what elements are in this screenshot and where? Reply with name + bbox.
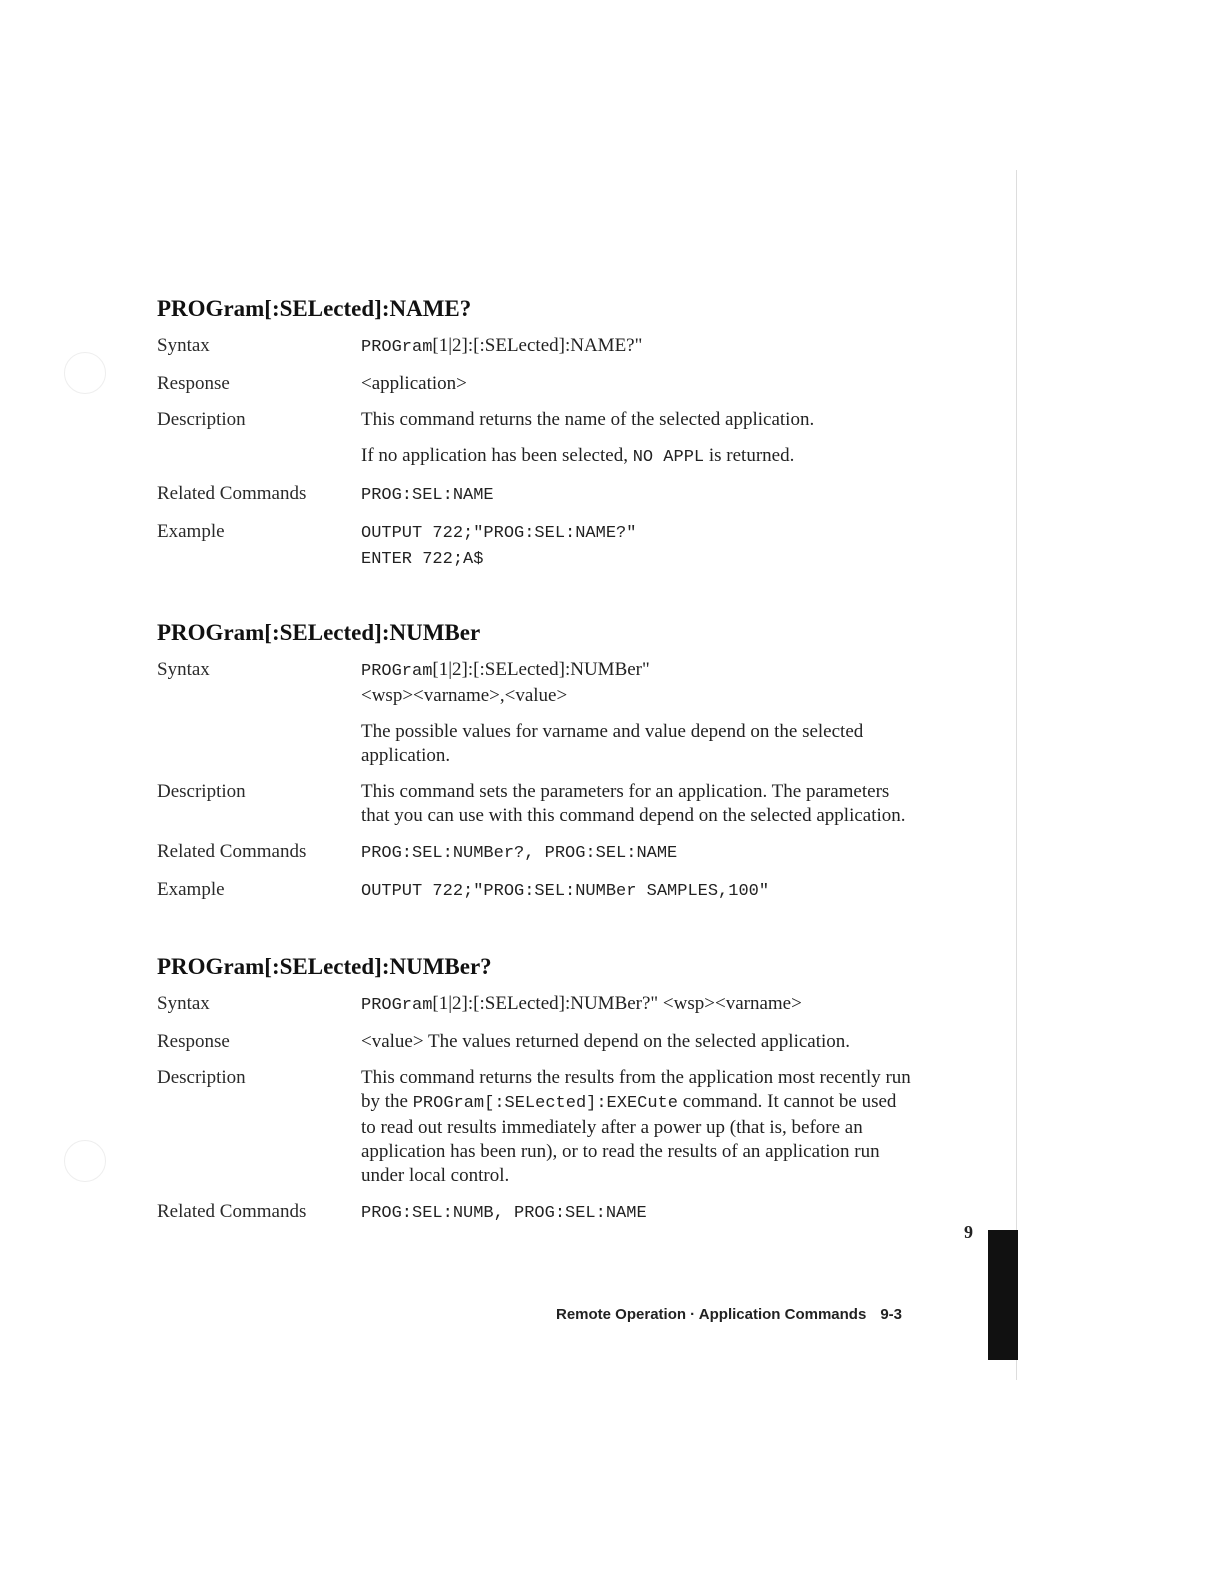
field-content	[361, 334, 911, 360]
punch-hole	[64, 352, 106, 394]
paragraph-text: This command returns the results from the application most recently run by the	[361, 1067, 911, 1112]
field-label: Description	[157, 1067, 246, 1088]
field-paragraph	[361, 1200, 911, 1226]
code-text: OUTPUT 722;"PROG:SEL:NAME?" ENTER 722;A$	[361, 524, 637, 569]
section-title: PROGram[:SELected]:NUMBer	[157, 620, 481, 645]
field-content	[361, 1200, 911, 1226]
paragraph-text: This command sets the parameters for an application. The parameters that you can use with this command depend on the selected application.	[361, 781, 906, 826]
paragraph-text: is returned.	[704, 445, 795, 466]
field-label: Description	[157, 781, 246, 802]
section-title: PROGram[:SELected]:NUMBer?	[157, 954, 492, 979]
field-label: Example	[157, 879, 225, 900]
field-content	[361, 408, 911, 470]
field-label: Example	[157, 521, 225, 542]
section-title: PROGram[:SELected]:NAME?	[157, 296, 472, 321]
field-paragraph	[361, 372, 911, 396]
field-label: Response	[157, 1031, 230, 1052]
field-row	[157, 1200, 917, 1226]
field-content	[361, 1066, 911, 1188]
page-footer	[556, 1306, 916, 1323]
field-paragraph	[361, 408, 911, 432]
syntax-keyword: PROGram	[361, 996, 433, 1015]
paragraph-text: The possible values for varname and value depend on the selected application.	[361, 721, 864, 766]
page-number: 9-3	[880, 1306, 902, 1323]
field-row	[157, 992, 917, 1018]
field-label: Syntax	[157, 335, 210, 356]
paragraph-text: [1|2]:[:SELected]:NUMBer?" <wsp><varname>	[432, 993, 802, 1014]
field-row	[157, 520, 917, 572]
footer-title: Remote Operation · Application Commands	[556, 1306, 867, 1323]
paragraph-text: If no application has been selected,	[361, 445, 633, 466]
syntax-keyword: PROGram	[361, 662, 433, 681]
field-row	[157, 878, 917, 904]
paragraph-text: command. It cannot be used to read out results immediately after a power up (that is, before an application has been run), or to read the results of an application run under local control.	[361, 1091, 897, 1186]
field-paragraph	[361, 334, 911, 360]
field-row	[157, 658, 917, 768]
field-content	[361, 482, 911, 508]
paragraph-text: [1|2]:[:SELected]:NAME?"	[432, 335, 643, 356]
field-paragraph	[361, 1030, 911, 1054]
field-content	[361, 780, 911, 828]
code-text: PROGram[:SELected]:EXECute	[412, 1094, 678, 1113]
field-row	[157, 1066, 917, 1188]
field-paragraph	[361, 720, 911, 768]
section-name-query	[157, 296, 917, 584]
field-row	[157, 408, 917, 470]
paragraph-text: <application>	[361, 373, 467, 394]
field-row	[157, 482, 917, 508]
field-paragraph	[361, 1066, 911, 1188]
paragraph-text: [1|2]:[:SELected]:NUMBer" <wsp><varname>,<value>	[361, 659, 650, 706]
code-text: OUTPUT 722;"PROG:SEL:NUMBer SAMPLES,100"	[361, 882, 770, 901]
field-row	[157, 840, 917, 866]
field-paragraph	[361, 520, 911, 572]
chapter-tab-number: 9	[964, 1222, 973, 1242]
field-label: Related Commands	[157, 1201, 307, 1222]
field-label: Response	[157, 373, 230, 394]
field-label: Related Commands	[157, 841, 307, 862]
field-label: Description	[157, 409, 246, 430]
field-row	[157, 780, 917, 828]
chapter-tab-bar	[988, 1230, 1018, 1360]
field-label: Syntax	[157, 993, 210, 1014]
field-paragraph	[361, 658, 911, 708]
field-paragraph	[361, 444, 911, 470]
field-content	[361, 520, 911, 572]
field-content	[361, 878, 911, 904]
field-row	[157, 334, 917, 360]
field-content	[361, 840, 911, 866]
page-edge-line	[1016, 170, 1017, 1380]
field-content	[361, 992, 911, 1018]
field-paragraph	[361, 878, 911, 904]
field-label: Syntax	[157, 659, 210, 680]
field-content	[361, 372, 911, 396]
paragraph-text: <value> The values returned depend on the selected application.	[361, 1031, 851, 1052]
field-paragraph	[361, 482, 911, 508]
syntax-keyword: PROGram	[361, 338, 433, 357]
field-row	[157, 1030, 917, 1054]
field-label: Related Commands	[157, 483, 307, 504]
section-number-command	[157, 620, 917, 916]
field-paragraph	[361, 840, 911, 866]
field-content	[361, 658, 911, 768]
field-paragraph	[361, 992, 911, 1018]
field-paragraph	[361, 780, 911, 828]
paragraph-text: This command returns the name of the selected application.	[361, 409, 815, 430]
section-number-query	[157, 954, 917, 1238]
field-content	[361, 1030, 911, 1054]
code-text: PROG:SEL:NUMB, PROG:SEL:NAME	[361, 1204, 647, 1223]
code-text: PROG:SEL:NUMBer?, PROG:SEL:NAME	[361, 844, 678, 863]
field-row	[157, 372, 917, 396]
code-text: PROG:SEL:NAME	[361, 486, 494, 505]
punch-hole	[64, 1140, 106, 1182]
code-text: NO APPL	[632, 448, 705, 467]
